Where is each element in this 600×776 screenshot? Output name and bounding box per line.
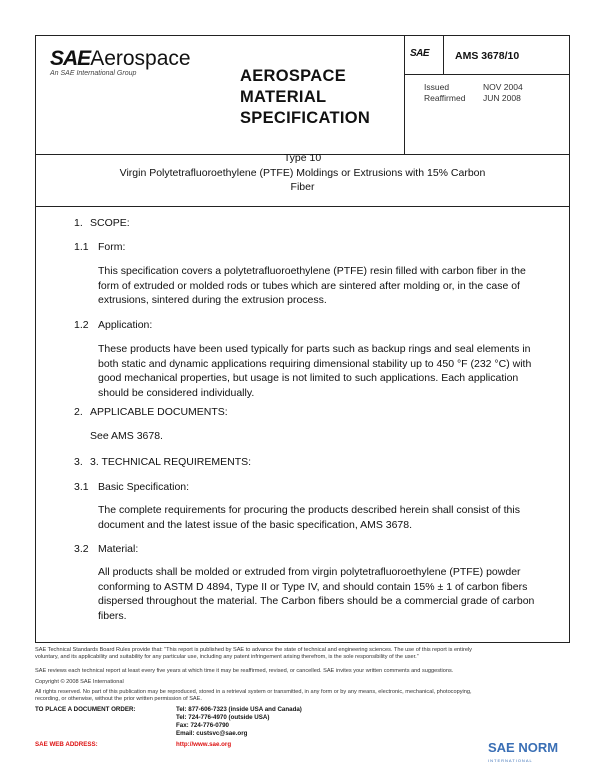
type-title [60,151,545,195]
section-1-1-number: 1.1 [74,241,89,253]
paragraph-line: This specification covers a polytetrafluoroethylene (PTFE) resin filled with carbon fiber in the [98,265,526,277]
web-address-link[interactable]: http://www.sae.org [176,741,232,748]
footer-line: recording, or otherwise, without the prior written permission of SAE. [35,696,202,702]
section-1-2-text [98,342,548,400]
paragraph-line: All products shall be molded or extruded from virgin polytetrafluoroethylene (PTFE) powder [98,566,521,578]
section-1-2-number: 1.2 [74,319,89,331]
section-2-number: 2. [74,406,83,418]
issued-label: Issued [424,82,450,92]
paragraph-line: form of extruded or molded rods or tubes which are sintered after molding or, in the case of [98,279,520,292]
section-3-1-text [98,503,548,532]
footer-rules [35,647,575,661]
document-category-title [240,66,400,129]
title-line: AEROSPACE [240,67,346,85]
section-3-1-number: 3.1 [74,481,89,493]
paragraph-line: dispersed throughout the material. The Carbon fibers should be a commercial grade of carbon [98,595,535,607]
reaffirmed-label: Reaffirmed [424,93,466,103]
paragraph-line: fibers. [98,609,127,622]
contact-line: Email: custsvc@sae.org [176,730,248,737]
type-line: Virgin Polytetrafluoroethylene (PTFE) Moldings or Extrusions with 15% Carbon [119,166,486,179]
footer-rights [35,689,575,703]
sae-aerospace-logo: SAEAerospace [50,47,191,70]
section-3-1-title: Basic Specification: [98,481,190,493]
contact-line: Fax: 724-776-0790 [176,722,229,729]
paragraph-line: extrusions, sintered during the extrusion process. [98,294,327,306]
footer-line: voluntary, and its applicability and suitability for any particular use, including any patent infringement arising therefrom, is the sole responsibility of the user.” [35,654,419,660]
paragraph-line: good mechanical properties, but usage is not limited to such applications. Each application [98,372,519,384]
paragraph-line: These products have been used typically for parts such as backup rings and seal elements in [98,343,531,355]
section-3-number: 3. [74,456,83,468]
footer-review: SAE reviews each technical report at least every five years at which time it may be reaffirmed, revised, or cancelled. SAE invites your written comments and suggestions. [35,668,454,674]
section-1-1-text [98,264,548,308]
sae-norm-logo [482,740,582,770]
footer-copyright: Copyright © 2008 SAE International [35,679,124,685]
sae-mark: SAE [410,48,430,59]
section-2-title: APPLICABLE DOCUMENTS: [90,406,228,418]
footer-line: All rights reserved. No part of this publication may be reproduced, stored in a retrieval system or transmitted, in any form or by any means, electronic, mechanical, photocopying, [35,689,472,695]
order-contacts [176,706,302,738]
paragraph-line: conforming to ASTM D 4894, Type II or Type IV, and should contain 15% ± 1 of carbon fibers [98,580,528,593]
section-1-title: SCOPE: [90,217,130,229]
section-3-2-number: 3.2 [74,543,89,555]
section-3-title: 3. TECHNICAL REQUIREMENTS: [90,456,252,468]
section-1-number: 1. [74,217,83,229]
paragraph-line: both static and dynamic applications requiring dimensional stability up to 450 °F (232 °C) with [98,357,532,370]
sae-norm-subtitle: INTERNATIONAL [488,758,533,763]
order-label: TO PLACE A DOCUMENT ORDER: [35,706,136,713]
sae-norm-text: SAE NORM [488,740,559,755]
type-line: Fiber [290,181,315,193]
issued-value: NOV 2004 [483,82,523,92]
section-3-2-title: Material: [98,543,139,555]
paragraph-line: document and the latest issue of the basic specification, AMS 3678. [98,518,413,531]
type-line: Type 10 [283,152,322,164]
doc-number: AMS 3678/10 [455,50,520,62]
section-1-2-title: Application: [98,319,153,331]
contact-line: Tel: 724-776-4970 (outside USA) [176,714,270,721]
footer-line: SAE Technical Standards Board Rules provide that: “This report is published by SAE to advance the state of technical and engineering sciences. The use of this report is entirely [35,647,472,653]
web-address-label: SAE WEB ADDRESS: [35,741,98,748]
section-3-2-text [98,565,548,623]
contact-line: Tel: 877-606-7323 (inside USA and Canada) [176,706,302,713]
reaffirmed-value: JUN 2008 [483,93,521,103]
section-1-1-title: Form: [98,241,126,253]
title-line: MATERIAL [240,88,327,106]
paragraph-line: The complete requirements for procuring the products described herein shall consist of this [98,504,520,516]
paragraph-line: should be considered individually. [98,386,255,399]
section-2-text: See AMS 3678. [90,430,163,442]
title-line: SPECIFICATION [240,109,371,127]
logo-subtitle: An SAE International Group [50,70,137,77]
